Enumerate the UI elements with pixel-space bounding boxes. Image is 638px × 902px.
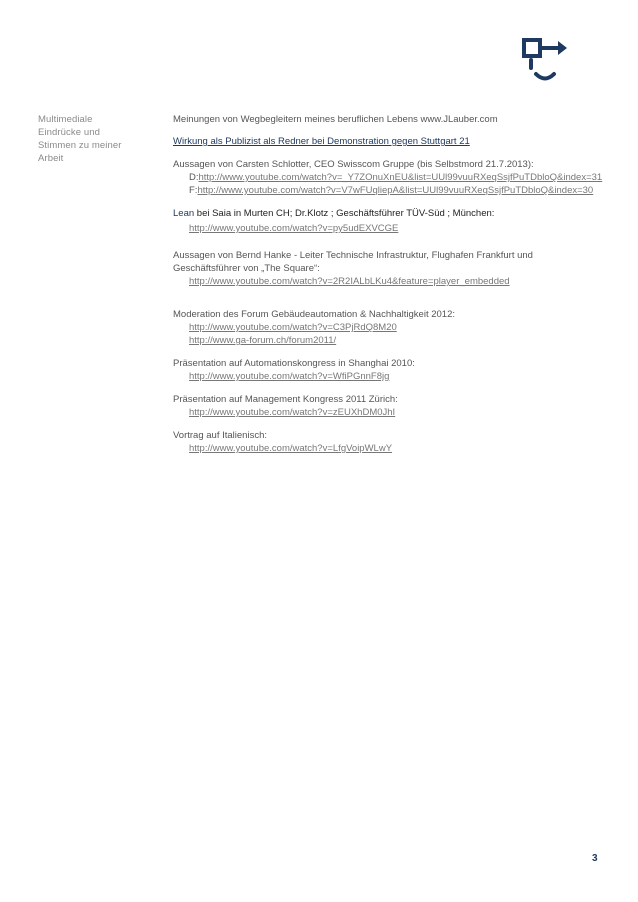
shanghai-label: Präsentation auf Automationskongress in Shanghai 2010: <box>173 358 415 369</box>
zurich-label: Präsentation auf Management Kongress 2011 Zürich: <box>173 394 398 405</box>
sidebar-label-line: Multimediale <box>38 114 93 125</box>
schlotter-d-line <box>173 171 613 184</box>
shanghai-link[interactable]: http://www.youtube.com/watch?v=WfiPGnnF8jg <box>189 371 390 382</box>
lean-text: bei Saia in Murten CH; Dr.Klotz ; Geschäftsführer TÜV-Süd ; München: <box>194 208 495 219</box>
italian-label: Vortrag auf Italienisch: <box>173 430 267 441</box>
lang-prefix-d: D: <box>189 172 199 183</box>
hanke-label-2: Geschäftsführer von „The Square“: <box>173 263 320 274</box>
shanghai-block <box>173 357 613 383</box>
schlotter-block <box>173 158 613 197</box>
sidebar-label-line: Eindrücke und <box>38 127 101 138</box>
brand-logo-icon <box>522 38 568 86</box>
italian-block <box>173 429 613 455</box>
schlotter-label: Aussagen von Carsten Schlotter, CEO Swisscom Gruppe (bis Selbstmord 21.7.2013): <box>173 159 534 170</box>
lean-lead: Lean <box>173 208 195 219</box>
zurich-link[interactable]: http://www.youtube.com/watch?v=zEUXhDM0JhI <box>189 407 396 418</box>
page-number: 3 <box>592 853 598 864</box>
lean-block <box>173 207 613 235</box>
sidebar-section-label <box>38 113 156 165</box>
forum-link-site[interactable]: http://www.ga-forum.ch/forum2011/ <box>189 335 337 346</box>
main-content <box>173 113 613 455</box>
hanke-link[interactable]: http://www.youtube.com/watch?v=2R2IALbLKu4&feature=player_embedded <box>189 276 510 287</box>
zurich-block <box>173 393 613 419</box>
lang-prefix-f: F: <box>189 185 198 196</box>
schlotter-f-link[interactable]: http://www.youtube.com/watch?v=V7wFUqliepA&list=UUl99vuuRXeqSsjfPuTDbloQ&index=30 <box>197 185 594 196</box>
wirkung-link[interactable]: Wirkung als Publizist als Redner bei Demonstration gegen Stuttgart 21 <box>173 136 470 147</box>
italian-link[interactable]: http://www.youtube.com/watch?v=LfgVoipWLwY <box>189 443 393 454</box>
forum-block <box>173 308 613 347</box>
sidebar-label-line: Arbeit <box>38 153 64 164</box>
sidebar-label-line: Stimmen zu meiner <box>38 140 122 151</box>
hanke-block <box>173 249 613 288</box>
intro-text: Meinungen von Wegbegleitern meines beruflichen Lebens www.JLauber.com <box>173 114 498 125</box>
lean-label <box>173 207 613 220</box>
lean-link[interactable]: http://www.youtube.com/watch?v=py5udEXVCGE <box>189 223 399 234</box>
hanke-label-1: Aussagen von Bernd Hanke - Leiter Technische Infrastruktur, Flughafen Frankfurt und <box>173 250 533 261</box>
schlotter-f-line <box>173 184 613 197</box>
forum-link-youtube[interactable]: http://www.youtube.com/watch?v=C3PjRdQ8M20 <box>189 322 397 333</box>
schlotter-d-link[interactable]: http://www.youtube.com/watch?v=_Y7ZOnuXnEU&list=UUl99vuuRXeqSsjfPuTDbloQ&index=31 <box>198 172 603 183</box>
forum-label: Moderation des Forum Gebäudeautomation & Nachhaltigkeit 2012: <box>173 309 456 320</box>
